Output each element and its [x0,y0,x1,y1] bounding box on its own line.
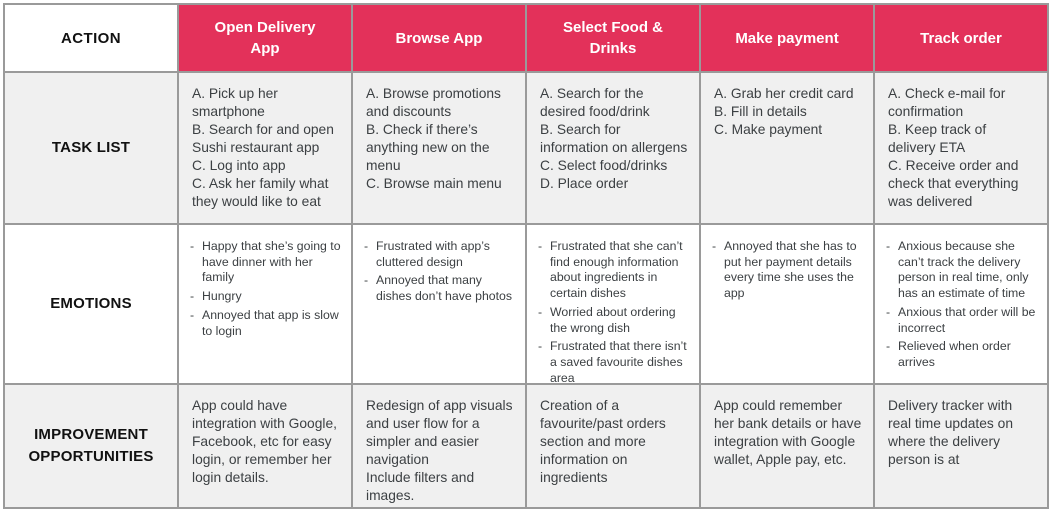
improvement-cell-make-payment: App could remember her bank details or have integration with Google wallet, Apple pay, etc. [701,385,873,507]
emotions-cell-open-delivery-app: - Happy that she’s going to have dinner with her family - Hungry - Annoyed that app is slow to login [179,225,351,383]
column-header-make-payment: Make payment [701,5,873,71]
task-list-cell-browse-app: A. Browse promotions and discounts B. Check if there’s anything new on the menu C. Browse main menu [353,73,525,223]
column-header-track-order: Track order [875,5,1047,71]
customer-journey-table [3,3,1049,509]
corner-header-action: ACTION [5,5,177,71]
improvement-cell-select-food-drinks: Creation of a favourite/past orders section and more information on ingredients [527,385,699,507]
emotions-cell-select-food-drinks: - Frustrated that she can’t find enough information about ingredients in certain dishes - Worried about ordering the wrong dish - Frustrated that there isn’t a saved favourite dishes area [527,225,699,383]
row-label-task-list: TASK LIST [5,73,177,223]
task-list-cell-make-payment: A. Grab her credit card B. Fill in details C. Make payment [701,73,873,223]
task-list-cell-track-order: A. Check e-mail for confirmation B. Keep track of delivery ETA C. Receive order and check that everything was delivered [875,73,1047,223]
row-label-improvement-opportunities: IMPROVEMENT OPPORTUNITIES [5,385,177,507]
improvement-cell-open-delivery-app: App could have integration with Google, Facebook, etc for easy login, or remember her login details. [179,385,351,507]
task-list-cell-open-delivery-app: A. Pick up her smartphone B. Search for and open Sushi restaurant app C. Log into app C. Ask her family what they would like to eat [179,73,351,223]
column-header-open-delivery-app: Open Delivery App [179,5,351,71]
column-header-select-food-drinks: Select Food & Drinks [527,5,699,71]
column-header-browse-app: Browse App [353,5,525,71]
row-label-emotions: EMOTIONS [5,225,177,383]
improvement-cell-track-order: Delivery tracker with real time updates on where the delivery person is at [875,385,1047,507]
task-list-cell-select-food-drinks: A. Search for the desired food/drink B. Search for information on allergens C. Select food/drinks D. Place order [527,73,699,223]
improvement-cell-browse-app: Redesign of app visuals and user flow for a simpler and easier navigation Include filters and images. [353,385,525,507]
emotions-cell-track-order: - Anxious because she can’t track the delivery person in real time, only has an estimate of time - Anxious that order will be incorrect - Relieved when order arrives [875,225,1047,383]
emotions-cell-browse-app: - Frustrated with app’s cluttered design - Annoyed that many dishes don’t have photos [353,225,525,383]
emotions-cell-make-payment: - Annoyed that she has to put her payment details every time she uses the app [701,225,873,383]
